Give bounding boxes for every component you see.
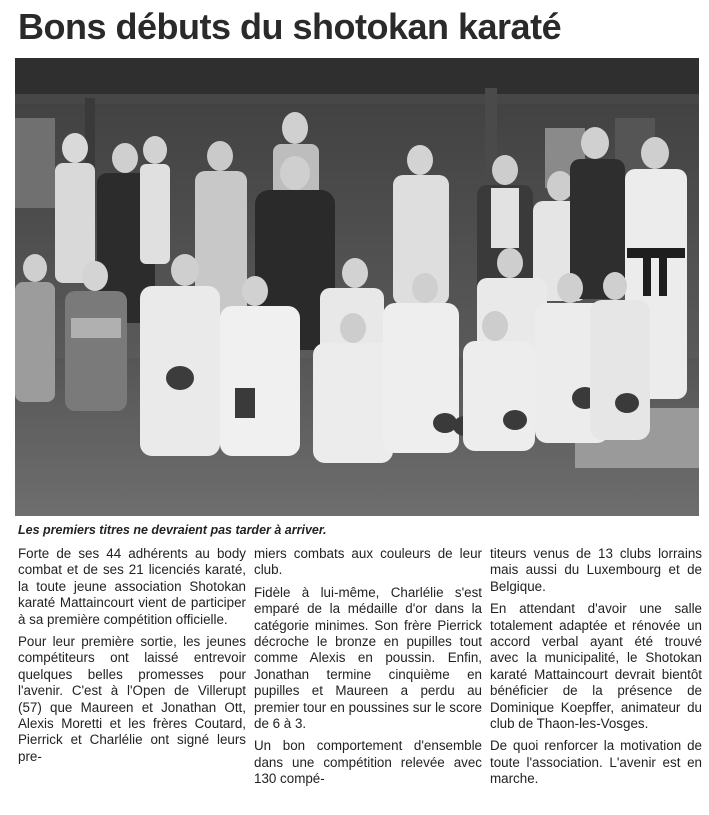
paragraph: De quoi renforcer la motivation de toute l'association. L'avenir est en marche. xyxy=(490,738,702,787)
paragraph: titeurs venus de 13 clubs lorrains mais aussi du Luxembourg et de Belgique. xyxy=(490,546,702,594)
photo-caption: Les premiers titres ne devraient pas tarder à arriver. xyxy=(18,523,327,537)
headline: Bons débuts du shotokan karaté xyxy=(18,6,562,47)
column-1 xyxy=(18,546,246,811)
paragraph: En attendant d'avoir une salle totalement adaptée et rénovée un accord verbal ayant été trouvé avec la municipalité, le Shotokan karaté Mattaincourt devrait bientôt bénéficier de la présence de Dominique Koepffer, animateur du club de Thaon-les-Vosges. xyxy=(490,601,702,732)
paragraph: Un bon comportement d'ensemble dans une compétition relevée avec 130 compé- xyxy=(254,738,482,787)
paragraph: Fidèle à lui-même, Charlélie s'est emparé de la médaille d'or dans la catégorie minimes. Son frère Pierrick décroche le bronze en pupilles tout comme Alexis en poussin. Enfin, Jonathan termine cinquième en pupilles et Maureen a perdu au premier tour en poussines sur le score de 6 à 3. xyxy=(254,584,482,732)
column-2 xyxy=(254,546,482,811)
paragraph: miers combats aux couleurs de leur club. xyxy=(254,546,482,578)
paragraph: Forte de ses 44 adhérents au body combat et de ses 21 licenciés karaté, la toute jeune association Shotokan karaté Mattaincourt vient de participer à sa première compétition officielle. xyxy=(18,546,246,627)
paragraph: Pour leur première sortie, les jeunes compétiteurs ont laissé entrevoir quelques belles promesses pour l'avenir. C'est à l'Open de Villerupt (57) que Maureen et Jonathan Ott, Alexis Moretti et les frères Coutard, Pierrick et Charlélie ont signé leurs pre- xyxy=(18,634,246,764)
group-photo xyxy=(15,58,699,516)
article-body xyxy=(18,546,702,811)
column-3 xyxy=(490,546,702,811)
